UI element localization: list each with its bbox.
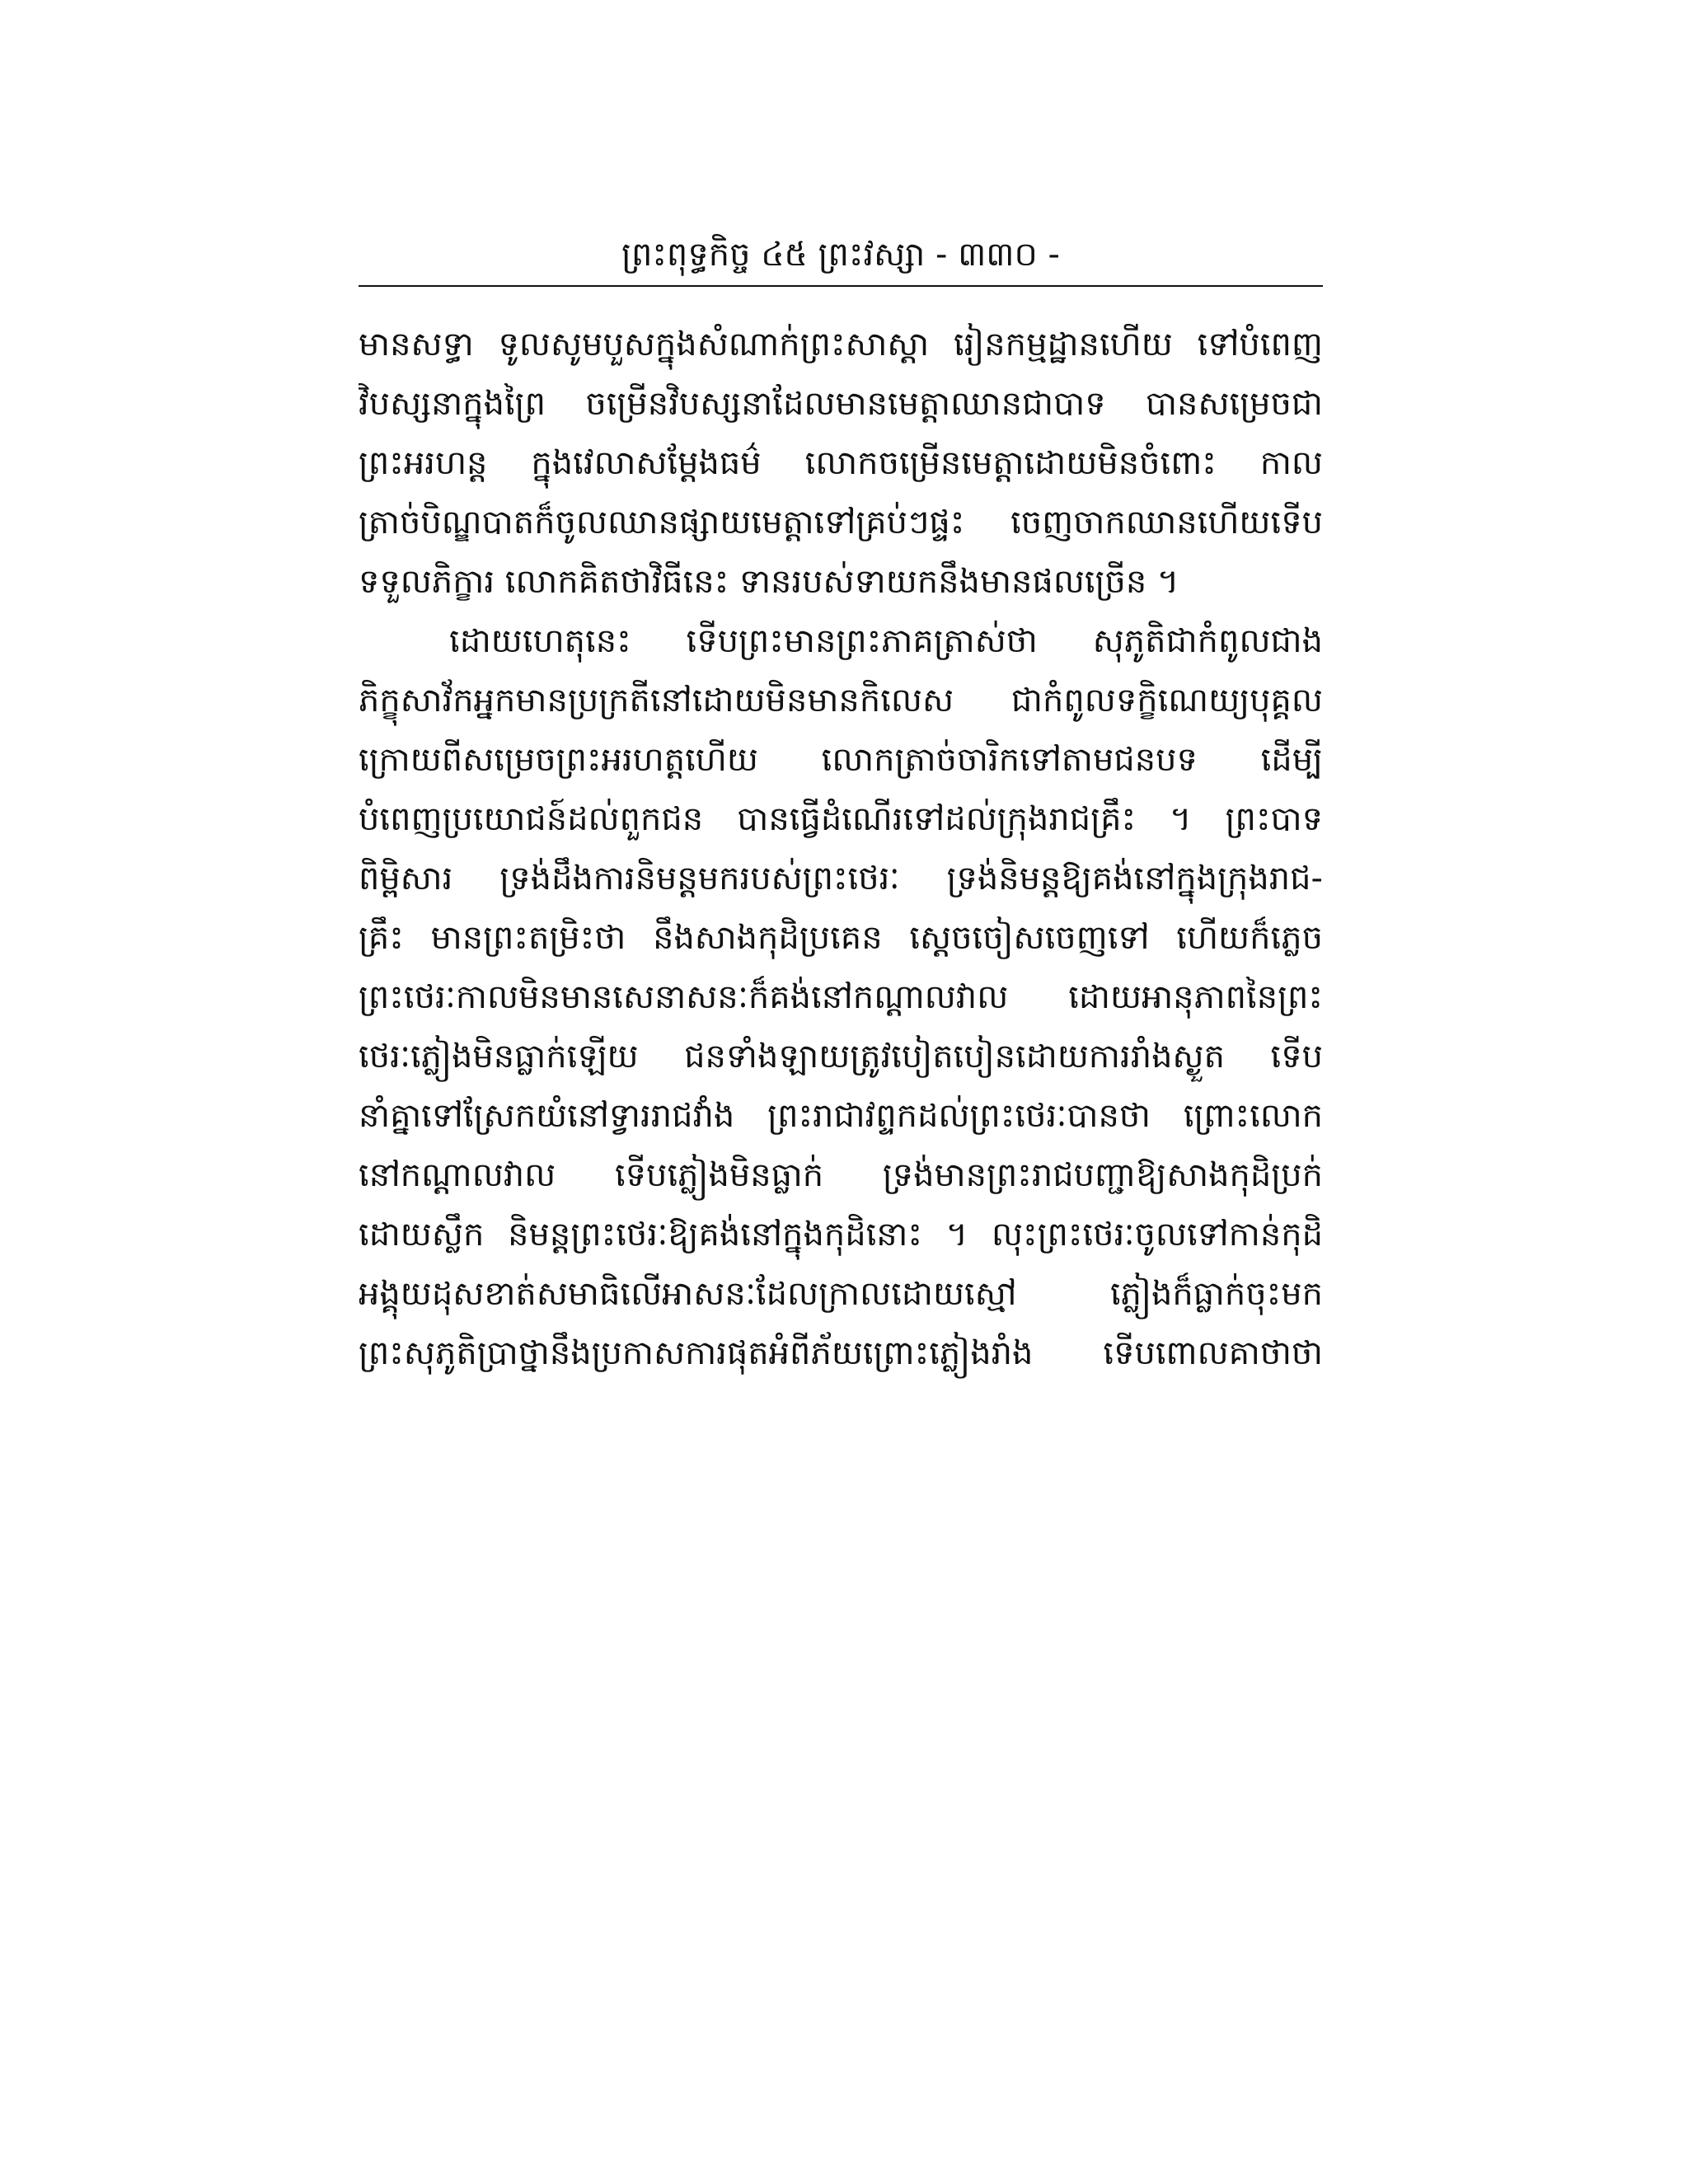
- text-line: នាំគ្នាទៅស្រែកយំនៅទ្វាររាជវាំង ព្រះរាជាវព្ទកដល់ព្រះថេរៈបានថា ព្រោះលោក: [359, 1097, 1323, 1135]
- text-line: ត្រាច់បិណ្ឌបាតក៏ចូលឈានផ្សាយមេត្តាទៅគ្រប់ៗផ្ទះ ចេញចាកឈានហើយទើប: [359, 504, 1323, 541]
- text-line: ទទួលភិក្ខារ លោកគិតថាវិធីនេះ ទានរបស់ទាយកនឹងមានផលច្រើន ។: [359, 563, 1179, 601]
- text-line: គ្រឹះ មានព្រះតម្រិះថា នឹងសាងកុដិប្រគេន ស្ដេចចៀសចេញទៅ ហើយក៏ភ្លេច: [359, 919, 1323, 957]
- text-line: អង្គុយដុសខាត់សមាធិលើអាសនៈដែលក្រាលដោយស្មៅ ភ្លៀងក៏ធ្លាក់ចុះមក: [359, 1275, 1323, 1313]
- text-line: ក្រោយពីសម្រេចព្រះអរហត្តហើយ លោកត្រាច់ចារិកទៅតាមជនបទ ដើម្បី: [359, 741, 1323, 779]
- text-line: ព្រះថេរៈកាលមិនមានសេនាសនៈក៏គង់នៅកណ្ដាលវាល ដោយអានុភាពនៃព្រះ: [359, 978, 1323, 1016]
- text-line: មានសទ្ធា ទូលសូមបួសក្នុងសំណាក់ព្រះសាស្តា រៀនកម្មដ្ឋានហើយ ទៅបំពេញ: [359, 326, 1323, 363]
- header-rule: [359, 285, 1323, 287]
- text-line: នៅកណ្ដាលវាល ទើបភ្លៀងមិនធ្លាក់ ទ្រង់មានព្រះរាជបញ្ជាឱ្យសាងកុដិប្រក់: [359, 1156, 1323, 1194]
- text-line: ភិក្ខុសាវ័កអ្នកមានប្រក្រតីនៅដោយមិនមានកិលេស ជាកំពូលទក្ខិណេយ្យបុគ្គល: [359, 682, 1323, 719]
- text-line: វិបស្សនាក្នុងព្រៃ ចម្រើនវិបស្សនាដែលមានមេត្តាឈានជាបាទ បានសម្រេចជា: [359, 385, 1323, 423]
- text-line: ថេរៈភ្លៀងមិនធ្លាក់ឡើយ ជនទាំងឡាយត្រូវបៀតបៀនដោយការរាំងស្ងួត ទើប: [359, 1038, 1323, 1076]
- running-header: ព្រះពុទ្ធកិច្ច ៤៥ ព្រះវស្សា - ៣៣០ -: [621, 236, 1060, 274]
- body-text: [359, 315, 1323, 1383]
- text-line: ព្រះអរហន្ត ក្នុងវេលាសម្ដែងធម៌ លោកចម្រើនមេត្តាដោយមិនចំពោះ កាល: [359, 444, 1323, 482]
- text-line: ដោយស្លឹក និមន្តព្រះថេរៈឱ្យគង់នៅក្នុងកុដិនោះ ។ លុះព្រះថេរៈចូលទៅកាន់កុដិ: [359, 1216, 1323, 1254]
- text-line: ពិម្ពិសារ ទ្រង់ដឹងការនិមន្តមករបស់ព្រះថេរៈ ទ្រង់និមន្តឱ្យគង់នៅក្នុងក្រុងរាជ-: [359, 860, 1323, 898]
- text-line: ដោយហេតុនេះ ទើបព្រះមានព្រះភាគត្រាស់ថា សុភូតិជាកំពូលជាង: [449, 622, 1323, 660]
- text-line: ព្រះសុភូតិប្រាថ្នានឹងប្រកាសការផុតអំពីភ័យព្រោះភ្លៀងរាំង ទើបពោលគាថាថា: [359, 1334, 1323, 1372]
- text-line: បំពេញប្រយោជន៍ដល់ពួកជន បានធ្វើដំណើរទៅដល់ក្រុងរាជគ្រឹះ ។ ព្រះបាទ: [359, 800, 1323, 838]
